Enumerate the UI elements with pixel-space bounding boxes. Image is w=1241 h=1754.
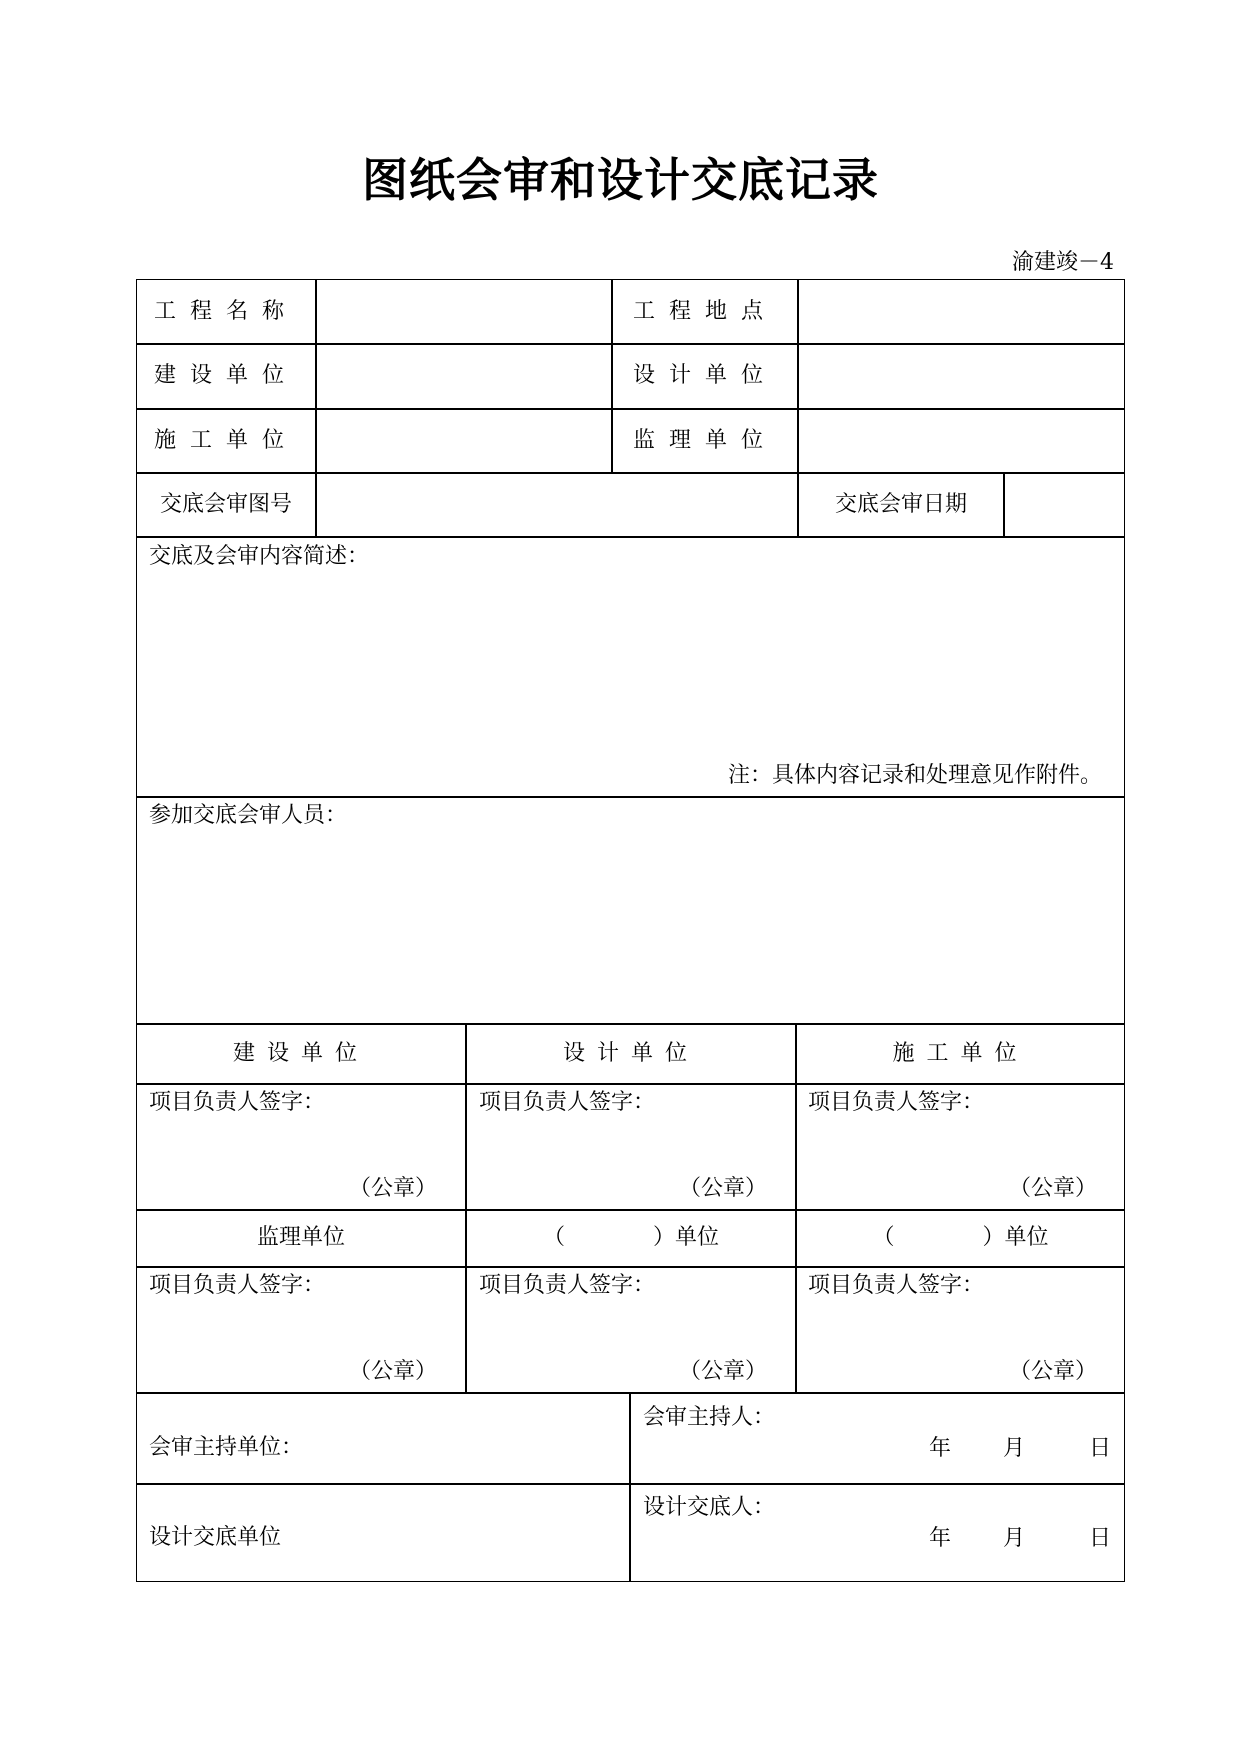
signature-field[interactable]	[808, 1301, 1108, 1351]
design-disclosure-unit-field[interactable]	[307, 1512, 617, 1562]
content-note: 注：具体内容记录和处理意见作附件。	[727, 763, 1102, 788]
signature-field[interactable]	[808, 1118, 1108, 1168]
participants-field[interactable]	[149, 835, 1109, 1015]
row-divider	[137, 1266, 1124, 1268]
project-location-field[interactable]	[799, 280, 1124, 343]
year-label: 年	[929, 1526, 952, 1551]
signature-field[interactable]	[149, 1301, 449, 1351]
year-label: 年	[929, 1436, 952, 1461]
signature-field[interactable]	[149, 1118, 449, 1168]
review-date-label: 交底会审日期	[834, 491, 967, 517]
seal-label: （公章）	[679, 1176, 768, 1201]
host-person-label: 会审主持人：	[643, 1405, 776, 1430]
content-summary-label: 交底及会审内容简述：	[149, 544, 370, 569]
signature-field[interactable]	[479, 1301, 779, 1351]
design-disclosure-unit-label: 设计交底单位	[149, 1525, 282, 1550]
project-name-field[interactable]	[317, 280, 611, 343]
sig-header-other-unit: （ ）单位	[542, 1225, 719, 1250]
review-date-field[interactable]	[1005, 473, 1124, 536]
drawing-number-label: 交底会审图号	[159, 491, 292, 517]
col-divider	[629, 1392, 631, 1581]
host-unit-label: 会审主持单位：	[149, 1435, 304, 1460]
construction-unit-field[interactable]	[317, 344, 611, 408]
sig-header-design: 设计单位	[562, 1040, 699, 1066]
construction-unit-label: 建设单位	[153, 363, 298, 388]
seal-label: （公章）	[1009, 1359, 1098, 1384]
supervision-unit-label: 监理单位	[632, 427, 777, 453]
row-divider	[137, 536, 1124, 538]
row-divider	[137, 796, 1124, 798]
design-disclosure-person-label: 设计交底人：	[643, 1495, 776, 1520]
participants-label: 参加交底会审人员：	[149, 803, 348, 828]
sig-header-other-unit: （ ）单位	[872, 1225, 1049, 1250]
page-title: 图纸会审和设计交底记录	[362, 153, 879, 207]
sig-header-builder: 施工单位	[892, 1040, 1029, 1066]
project-name-label: 工程名称	[153, 298, 298, 324]
month-label: 月	[1003, 1526, 1026, 1551]
sign-label: 项目负责人签字：	[479, 1273, 656, 1298]
content-summary-field[interactable]	[317, 570, 1117, 760]
row-divider	[137, 1392, 1124, 1394]
sign-label: 项目负责人签字：	[808, 1090, 985, 1115]
row-divider	[137, 1483, 1124, 1485]
builder-unit-label: 施工单位	[153, 427, 298, 453]
record-form	[136, 279, 1125, 1582]
design-unit-field[interactable]	[799, 344, 1124, 408]
seal-label: （公章）	[1009, 1176, 1098, 1201]
builder-unit-field[interactable]	[317, 409, 611, 472]
host-unit-field[interactable]	[307, 1420, 617, 1470]
sig-header-construction: 建设单位	[232, 1040, 369, 1066]
seal-label: （公章）	[349, 1176, 438, 1201]
month-label: 月	[1003, 1436, 1026, 1461]
day-label: 日	[1089, 1436, 1112, 1461]
sign-label: 项目负责人签字：	[149, 1273, 326, 1298]
seal-label: （公章）	[679, 1359, 768, 1384]
design-disclosure-person-field[interactable]	[777, 1490, 1107, 1520]
seal-label: （公章）	[349, 1359, 438, 1384]
signature-field[interactable]	[479, 1118, 779, 1168]
sign-label: 项目负责人签字：	[479, 1090, 656, 1115]
row-divider	[137, 1083, 1124, 1085]
host-person-field[interactable]	[777, 1400, 1107, 1430]
day-label: 日	[1089, 1526, 1112, 1551]
sig-header-supervision: 监理单位	[256, 1225, 345, 1250]
sign-label: 项目负责人签字：	[808, 1273, 985, 1298]
drawing-number-field[interactable]	[317, 473, 797, 536]
design-unit-label: 设计单位	[632, 363, 777, 388]
project-location-label: 工程地点	[632, 298, 777, 324]
form-code: 渝建竣－4	[1012, 250, 1114, 275]
sign-label: 项目负责人签字：	[149, 1090, 326, 1115]
supervision-unit-field[interactable]	[799, 409, 1124, 472]
